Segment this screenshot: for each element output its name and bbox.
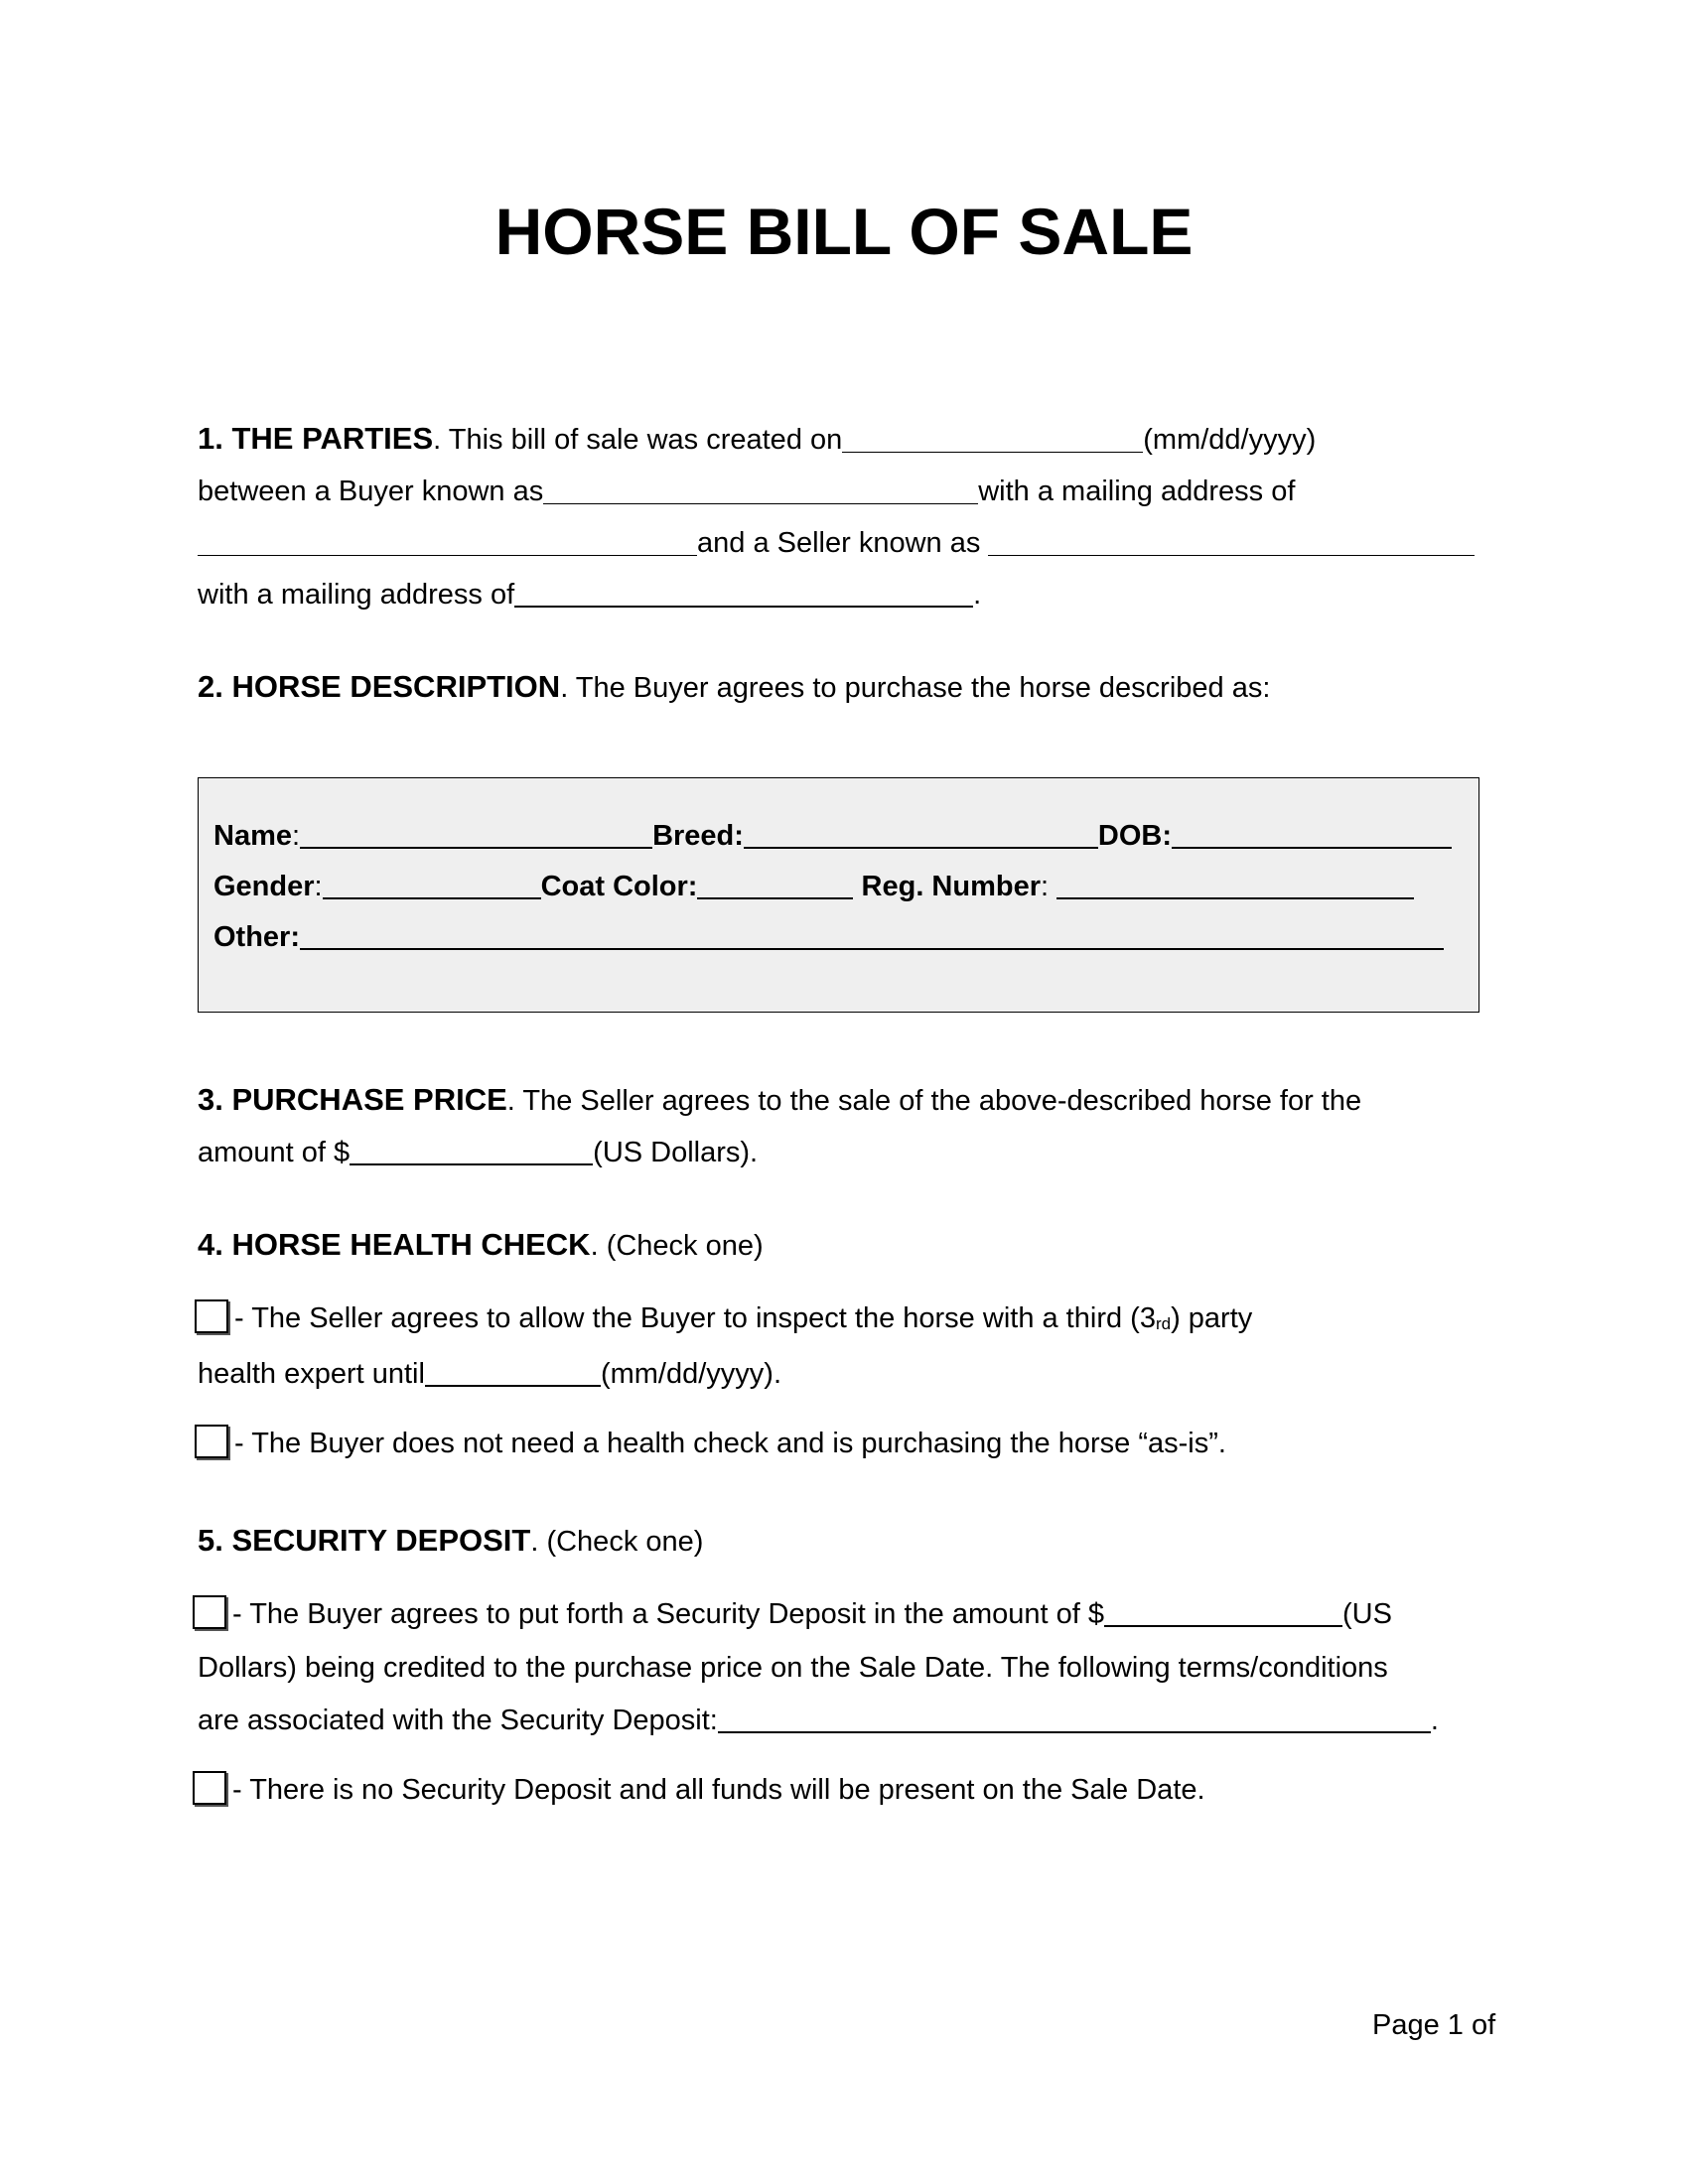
horse-description-line xyxy=(198,669,1270,705)
reg-number-label: Reg. Number xyxy=(861,871,1042,902)
security-deposit-option-1-text-d: are associated with the Security Deposit: xyxy=(198,1705,718,1736)
horse-name-field[interactable] xyxy=(300,821,652,849)
name-label: Name xyxy=(213,820,292,852)
parties-line-2 xyxy=(198,474,1295,509)
health-check-option-1-line-2 xyxy=(198,1356,781,1392)
gender-label: Gender xyxy=(213,871,315,902)
parties-line-3 xyxy=(198,525,1475,561)
horse-reg-number-field[interactable] xyxy=(1056,872,1414,899)
parties-line-4 xyxy=(198,577,981,613)
security-deposit-option-2-text: - There is no Security Deposit and all funds will be present on the Sale Date. xyxy=(232,1774,1205,1806)
security-deposit-terms-field[interactable] xyxy=(718,1706,1431,1733)
health-check-option-2-text: - The Buyer does not need a health check and is purchasing the horse “as-is”. xyxy=(234,1428,1226,1459)
health-check-option-1-text-a: - The Seller agrees to allow the Buyer to inspect the horse with a third (3 xyxy=(234,1302,1156,1334)
parties-text-3: with a mailing address of xyxy=(978,476,1296,507)
purchase-price-heading: 3. PURCHASE PRICE xyxy=(198,1082,507,1117)
security-deposit-hint: . (Check one) xyxy=(530,1526,704,1558)
coat-color-label: Coat Color: xyxy=(540,871,698,902)
health-check-hint: . (Check one) xyxy=(590,1230,764,1262)
purchase-price-line-1 xyxy=(198,1082,1361,1118)
security-deposit-option-1-line-2 xyxy=(198,1650,1388,1686)
parties-text-2: between a Buyer known as xyxy=(198,476,544,507)
purchase-price-text-3: (US Dollars). xyxy=(593,1137,759,1168)
breed-label: Breed: xyxy=(652,820,744,852)
date-format-hint: (mm/dd/yyyy) xyxy=(1143,424,1317,456)
health-check-option-1 xyxy=(195,1300,1252,1336)
horse-box-line-1 xyxy=(213,818,1452,854)
buyer-address-field[interactable] xyxy=(198,529,697,556)
purchase-price-text-2: amount of $ xyxy=(198,1137,351,1168)
horse-other-field[interactable] xyxy=(300,922,1444,950)
creation-date-field[interactable] xyxy=(842,426,1143,453)
security-deposit-heading-line xyxy=(198,1523,703,1559)
buyer-name-field[interactable] xyxy=(543,478,978,504)
health-check-option-1-text-c: health expert until xyxy=(198,1358,425,1390)
purchase-price-text-1: . The Seller agrees to the sale of the above-described horse for the xyxy=(506,1085,1362,1117)
gender-colon: : xyxy=(314,871,323,902)
security-deposit-period: . xyxy=(1430,1705,1439,1736)
parties-text-4: and a Seller known as xyxy=(697,527,981,559)
horse-box-line-3 xyxy=(213,919,1444,955)
parties-period: . xyxy=(973,579,982,611)
name-colon: : xyxy=(292,820,301,852)
health-check-option-1-text-d: (mm/dd/yyyy). xyxy=(600,1358,781,1390)
inspection-deadline-field[interactable] xyxy=(425,1359,601,1387)
health-check-heading-line xyxy=(198,1227,764,1263)
no-security-deposit-checkbox[interactable] xyxy=(193,1771,226,1805)
purchase-amount-field[interactable] xyxy=(350,1138,593,1165)
horse-breed-field[interactable] xyxy=(744,821,1098,849)
health-check-as-is-checkbox[interactable] xyxy=(195,1425,228,1458)
horse-description-heading: 2. HORSE DESCRIPTION xyxy=(198,669,561,704)
health-check-inspect-checkbox[interactable] xyxy=(195,1299,228,1333)
parties-line-1 xyxy=(198,421,1316,457)
security-deposit-option-1-text-c: Dollars) being credited to the purchase price on the Sale Date. The following terms/conditions xyxy=(198,1652,1388,1684)
health-check-option-2 xyxy=(195,1426,1226,1461)
seller-name-field[interactable] xyxy=(988,529,1475,556)
horse-dob-field[interactable] xyxy=(1172,821,1452,849)
horse-coat-color-field[interactable] xyxy=(697,872,853,899)
horse-description-text: . The Buyer agrees to purchase the horse described as: xyxy=(560,672,1271,704)
horse-box-line-2 xyxy=(213,869,1414,904)
document-title: HORSE BILL OF SALE xyxy=(494,195,1194,268)
parties-text-1: . This bill of sale was created on xyxy=(433,424,843,456)
security-deposit-checkbox[interactable] xyxy=(193,1595,226,1629)
reg-number-colon: : xyxy=(1041,871,1050,902)
security-deposit-option-1-text-b: (US xyxy=(1342,1598,1392,1630)
other-label: Other: xyxy=(213,921,300,953)
security-deposit-option-1-text-a: - The Buyer agrees to put forth a Security Deposit in the amount of $ xyxy=(232,1598,1105,1630)
page-number: Page 1 of xyxy=(1372,2009,1496,2041)
security-deposit-option-1-line-3 xyxy=(198,1703,1439,1738)
health-check-heading: 4. HORSE HEALTH CHECK xyxy=(198,1227,591,1262)
parties-text-5: with a mailing address of xyxy=(198,579,515,611)
horse-description-box xyxy=(198,777,1479,1013)
seller-address-field[interactable] xyxy=(514,580,973,608)
ordinal-suffix: rd xyxy=(1155,1314,1172,1333)
security-deposit-option-2 xyxy=(193,1772,1205,1808)
security-deposit-option-1 xyxy=(193,1596,1392,1632)
security-deposit-heading: 5. SECURITY DEPOSIT xyxy=(198,1523,531,1558)
dob-label: DOB: xyxy=(1097,820,1173,852)
purchase-price-line-2 xyxy=(198,1135,758,1170)
parties-heading: 1. THE PARTIES xyxy=(198,421,434,456)
health-check-option-1-text-b: ) party xyxy=(1171,1302,1253,1334)
horse-gender-field[interactable] xyxy=(323,872,541,899)
security-deposit-amount-field[interactable] xyxy=(1104,1599,1342,1627)
